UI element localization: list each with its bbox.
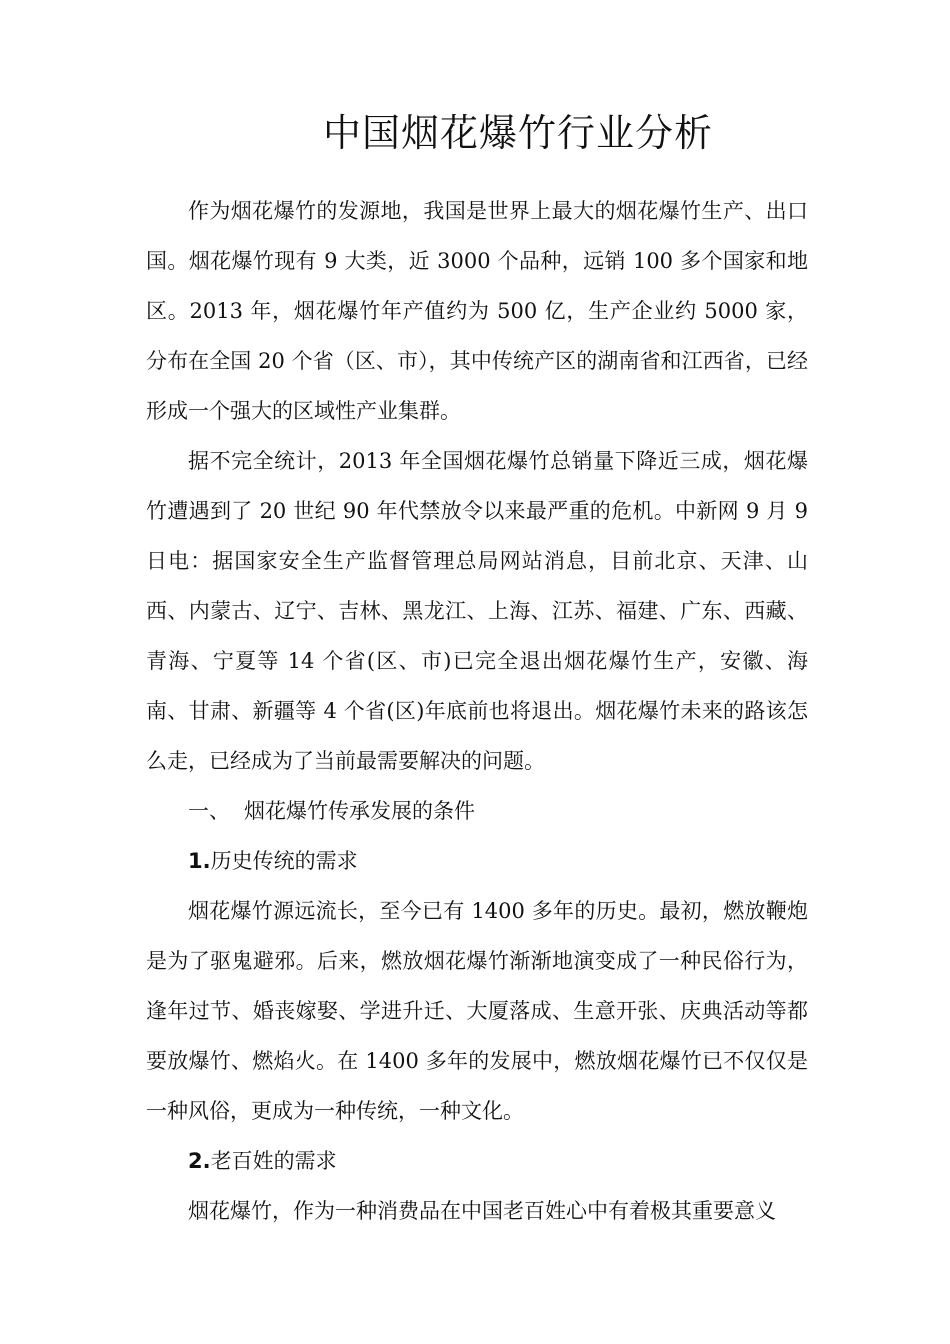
paragraph-people: 烟花爆竹，作为一种消费品在中国老百姓心中有着极其重要意义 bbox=[188, 1199, 776, 1223]
paragraph-history: 烟花爆竹源远流长，至今已有 1400 多年的历史。最初，燃放鞭炮是为了驱鬼避邪。后来，燃放烟花爆竹渐渐地演变成了一种民俗行为，逢年过节、婚丧嫁娶、学进升迁、大厦落成、生意开张、庆典活动等都要放爆竹、燃焰火。在 1400 多年的发展中，燃放烟花爆竹已不仅仅是一种风俗，更成为一种传统，一种文化。 bbox=[146, 899, 808, 1123]
document-title: 中国烟花爆竹行业分析 bbox=[322, 111, 713, 155]
subheading-people bbox=[146, 1136, 808, 1186]
section-title: 烟花爆竹传承发展的条件 bbox=[244, 799, 475, 823]
document-body bbox=[146, 186, 808, 1236]
subheading-title: 老百姓的需求 bbox=[210, 1149, 337, 1173]
paragraph-intro: 作为烟花爆竹的发源地，我国是世界上最大的烟花爆竹生产、出口国。烟花爆竹现有 9 大类，近 3000 个品种，远销 100 多个国家和地区。2013 年，烟花爆竹年产值约为 500 亿，生产企业约 5000 家，分布在全国 20 个省（区、市），其中传统产区的湖南省和江西省，已经形成一个强大的区域性产业集群。 bbox=[146, 199, 808, 423]
section-heading-1 bbox=[146, 786, 808, 836]
subheading-number: 1. bbox=[188, 849, 211, 873]
subheading-history bbox=[146, 836, 808, 886]
paragraph-crisis: 据不完全统计，2013 年全国烟花爆竹总销量下降近三成，烟花爆竹遭遇到了 20 世纪 90 年代禁放令以来最严重的危机。中新网 9 月 9 日电：据国家安全生产监督管理总局网站消息，目前北京、天津、山西、内蒙古、辽宁、吉林、黑龙江、上海、江苏、福建、广东、西藏、青海、宁夏等 14 个省(区、市)已完全退出烟花爆竹生产，安徽、海南、甘肃、新疆等 4 个省(区)年底前也将退出。烟花爆竹未来的路该怎么走，已经成为了当前最需要解决的问题。 bbox=[146, 449, 808, 773]
section-marker: 一、 bbox=[188, 799, 230, 823]
subheading-number: 2. bbox=[188, 1149, 211, 1173]
subheading-title: 历史传统的需求 bbox=[210, 849, 358, 873]
